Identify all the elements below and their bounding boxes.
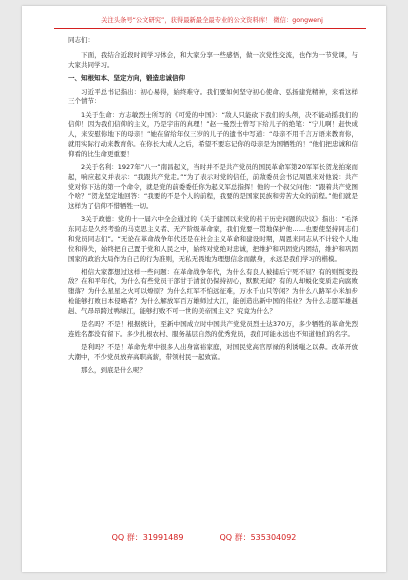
qq-group-1: QQ 群：31991489 xyxy=(111,533,184,542)
section-heading: 一、知根知本、坚定方向，锻造忠诚信仰 xyxy=(68,73,185,82)
paragraph: 是名吗？不是！根据统计，至新中国成立时中国共产党党员烈士达370万，多少牺牲的革命先烈连姓名都没有留下。多少扎根农村、服务基层自然的优秀党员，我们可能永远也不知道他们的名字。 xyxy=(68,320,358,338)
paragraph: 2关于名利：1927年“八一”南昌起义，当时并不是共产党员的国民革命军第20军军长贺龙拍案而起，响应起义并表示：“我跟共产党走。”“为了表示对党的信任，前敌委员会书记周恩来对他说：共产党对你下达的第一个命令，就是党的前委委任你为起义军总指挥！他的一个叔父问他：“跟着共产党图个啥？”贺龙坚定地回答：“我要的不是个人的前程，我要的是国家民族和劳苦大众的前程。”他们就是这样为了信仰不惜牺牲一切。 xyxy=(68,162,358,211)
qq-group-2: QQ 群：535304092 xyxy=(219,533,297,542)
paragraph: 相信大家都想过这样一些问题：在革命战争年代，为什么有良人被捕后宁死不屈？有的则叛变投敌？在和平年代，为什么有些党员干部甘于清贫仍保持初心，默默无闻？有的人却蜕化变质走向腐败堕落？为什么星星之火可以燎原？为什么红军不怕远征难，万水千山只等闲？为什么八路军小米加步枪能够打败日本侵略者？为什么解放军百万雄师过大江，能创造出新中国的伟业？为什么志愿军雄赳赳、气昂昂跨过鸭绿江，能够打败不可一世的美帝国主义？究竟为什么？ xyxy=(68,267,358,315)
paragraph: 那么，到底是什么呢？ xyxy=(81,366,146,375)
header-banner: 关注头条号“公文研究”，获得最新最全最专业的公文资料库！ 微信：gongwenj xyxy=(101,17,323,24)
footer-contacts xyxy=(22,533,386,543)
paragraph: 习近平总书记指出：初心易得，始终难守。我们要如何坚守初心使命、弘扬建党精神，来看这样三个情节： xyxy=(68,87,358,106)
header-divider xyxy=(54,28,366,29)
paragraph: 1关于生命：方志敏烈士所写的《可爱的中国》：“敌人只能砍下我们的头颅，决不能动摇我们的信仰！因为我们信仰的主义，乃是宇宙的真理！”赵一曼烈士曾写下给儿子的绝笔：“宁儿啊！赶快成人，来安慰你地下的母亲！”她在留给年仅三岁的儿子的遗书中写道：“母亲不用千言万语来教育你，就用实际行动来教育你。在你长大成人之后，希望不要忘记你的母亲是为国牺牲的！”他们把忠诚和信仰看的比生命更重要！ xyxy=(68,110,358,158)
paragraph: 3关于政德：党的十一届六中全会通过的《关于建国以来党的若干历史问题的决议》指出：“毛泽东同志是久经考验的马克思主义者、无产阶级革命家，我们党要一贯地保护他……也要使坚持同志们和党员同志们”。“无论在革命战争年代还是在社会主义革命和建设时期，周恩来同志从不计较个人地位和得失，始终把自己置于党和人民之中，始终对党绝对忠诚，把维护和巩固党内团结，维护和巩固国家的政治大局作为自己的行为准则，无私无畏地为理想信念而献身，永远是我们学习的楷模。 xyxy=(68,215,358,263)
intro-paragraph: 下面，我结合近段时间学习体会，和大家分享一些感悟，做一次党性交流，也作为一节党课，与大家共同学习。 xyxy=(68,50,358,69)
paragraph: 是利吗？不是！革命先辈中很多人出身富裕家庭，对国民党高官厚禄的利诱嗤之以鼻。改革开放大潮中，不少党员放弃高职高薪，带领村民一起致富。 xyxy=(68,343,358,361)
document-body xyxy=(68,36,358,379)
salutation: 同志们： xyxy=(68,36,94,44)
document-page xyxy=(22,6,386,572)
